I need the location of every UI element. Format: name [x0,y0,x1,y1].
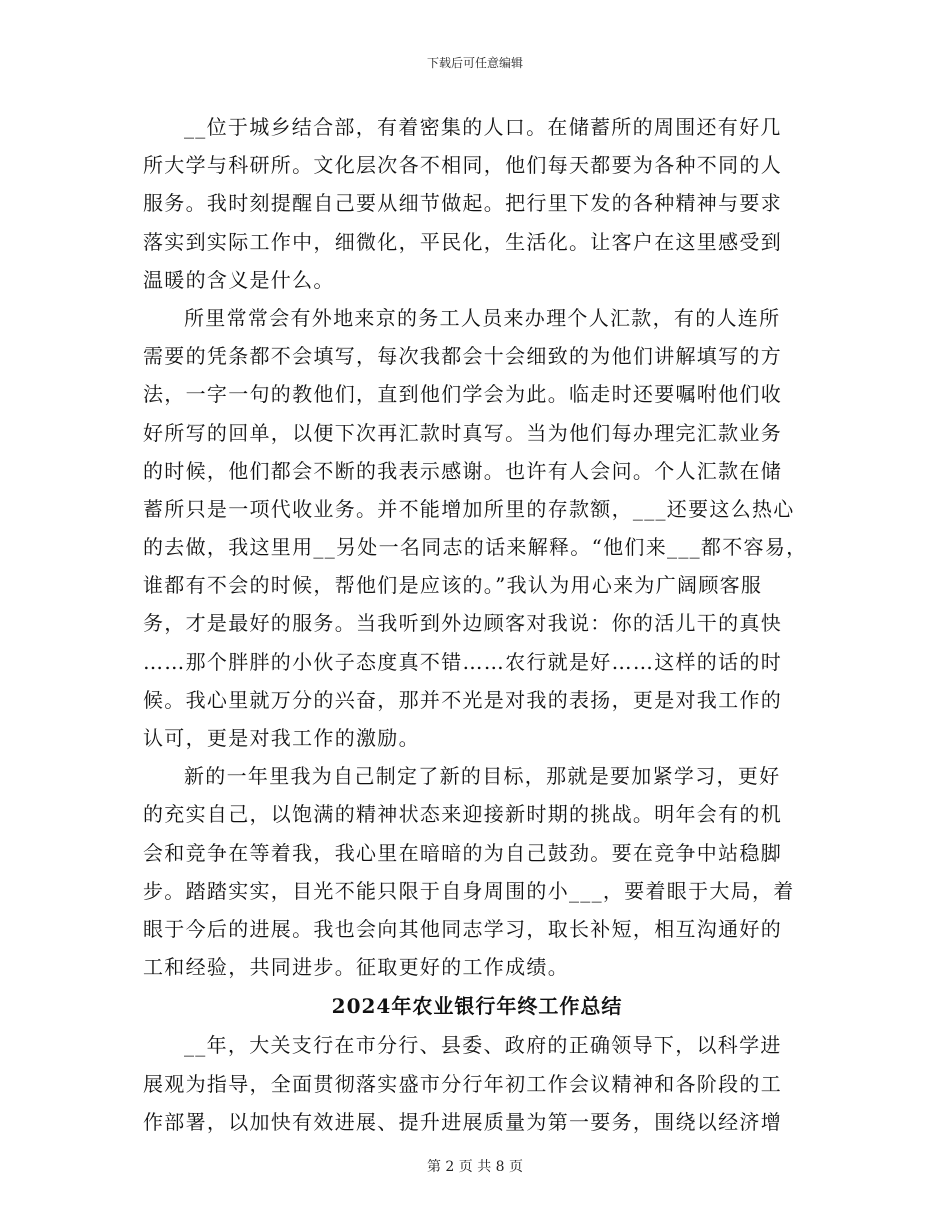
paragraph-2 [143,299,811,757]
text-line: 工和经验，共同进步。征取更好的工作成绩。 [143,955,569,980]
section-title: 2024年农业银行年终工作总结 [331,994,623,1019]
text-line: 的时候，他们都会不断的我表示感谢。也许有人会问。个人汇款在储 [143,458,782,483]
text-line: __年，大关支行在市分行、县委、政府的正确领导下，以科学进 [184,1033,782,1058]
text-line: 法，一字一句的教他们，直到他们学会为此。临走时还要嘱咐他们收 [143,382,782,407]
text-line: 服务。我时刻提醒自己要从细节做起。把行里下发的各种精神与要求 [143,191,782,216]
text-line: 谁都有不会的时候，帮他们是应该的。”我认为用心来为广阔顾客服 [143,573,763,598]
text-line: 所里常常会有外地来京的务工人员来办理个人汇款，有的人连所 [184,305,781,330]
text-line: 务，才是最好的服务。当我听到外边顾客对我说：你的活儿干的真快 [143,611,782,636]
text-line: 新的一年里我为自己制定了新的目标，那就是要加紧学习，更好 [184,764,781,789]
page-footer: 第 2 页 共 8 页 [426,1159,524,1175]
text-line: 眼于今后的进展。我也会向其他同志学习，取长补短，相互沟通好的 [143,916,782,941]
text-line: 所大学与科研所。文化层次各不相同，他们每天都要为各种不同的人 [143,153,782,178]
paragraph-1 [143,108,811,299]
text-line: __位于城乡结合部，有着密集的人口。在储蓄所的周围还有好几 [184,115,782,139]
text-line: 的去做，我这里用__另处一名同志的话来解释。“他们来___都不容易， [143,535,808,560]
text-line: 会和竞争在等着我，我心里在暗暗的为自己鼓劲。要在竞争中站稳脚 [143,840,782,865]
document-body [143,108,811,1141]
page-header: 下载后可任意编辑 [426,56,523,70]
text-line: 的充实自己，以饱满的精神状态来迎接新时期的挑战。明年会有的机 [143,802,782,827]
text-line: 蓄所只是一项代收业务。并不能增加所里的存款额，___还要这么热心 [143,496,795,521]
text-line: 落实到实际工作中，细微化，平民化，生活化。让客户在这里感受到 [143,229,782,254]
text-line: 温暖的含义是什么。 [143,267,335,292]
text-line: 展观为指导，全面贯彻落实盛市分行年初工作会议精神和各阶段的工 [143,1071,782,1096]
paragraph-3 [143,757,811,986]
text-line: 步。踏踏实实，目光不能只限于自身周围的小___，要着眼于大局，着 [143,878,795,903]
text-line: 需要的凭条都不会填写，每次我都会十会细致的为他们讲解填写的方 [143,344,782,369]
text-line: ……那个胖胖的小伙子态度真不错……农行就是好……这样的话的时 [143,649,782,674]
section-paragraph [143,1026,811,1141]
text-line: 候。我心里就万分的兴奋，那并不光是对我的表扬，更是对我工作的 [143,687,782,712]
text-line: 认可，更是对我工作的激励。 [143,726,420,750]
text-line: 好所写的回单，以便下次再汇款时真写。当为他们每办理完汇款业务 [143,420,782,445]
text-line: 作部署，以加快有效进展、提升进展质量为第一要务，围绕以经济增 [143,1109,782,1134]
